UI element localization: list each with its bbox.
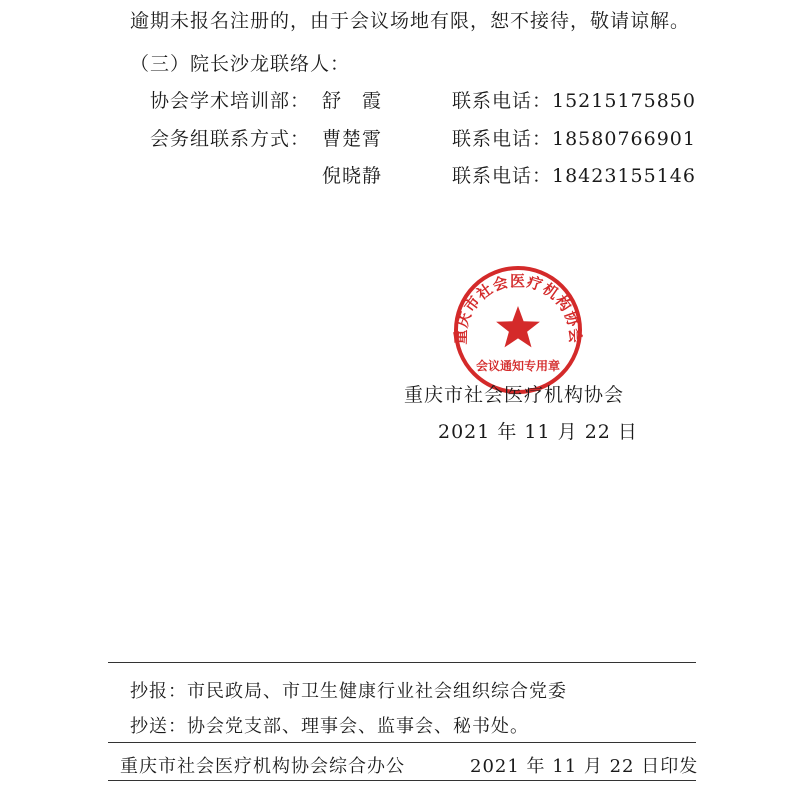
contact-name: 倪晓静 bbox=[322, 165, 383, 187]
section-heading: （三）院长沙龙联络人： bbox=[130, 53, 351, 75]
footer-issuer: 重庆市社会医疗机构协会综合办公 bbox=[120, 756, 405, 777]
seal-star-icon bbox=[496, 306, 540, 347]
signature-organization: 重庆市社会医疗机构协会 bbox=[404, 384, 625, 406]
divider bbox=[108, 780, 696, 781]
contact-phone: 联系电话：18423155146 bbox=[452, 165, 696, 187]
seal-bottom-text: 会议通知专用章 bbox=[475, 359, 561, 373]
contact-phone: 联系电话：15215175850 bbox=[452, 90, 696, 112]
divider bbox=[108, 662, 696, 663]
footer-issued-date: 2021 年 11 月 22 日印发 bbox=[470, 756, 699, 777]
contact-phone: 联系电话：18580766901 bbox=[452, 128, 696, 150]
official-seal bbox=[438, 260, 598, 395]
notice-paragraph: 逾期未报名注册的，由于会议场地有限，恕不接待，敬请谅解。 bbox=[130, 10, 691, 32]
seal-ring-text: 重庆市社会医疗机构协会 bbox=[451, 272, 585, 345]
copy-to: 抄送：协会党支部、理事会、监事会、秘书处。 bbox=[130, 716, 529, 737]
contact-label: 协会学术培训部： bbox=[150, 90, 311, 112]
contact-label: 会务组联系方式： bbox=[150, 128, 311, 150]
contact-name: 舒 霞 bbox=[322, 90, 383, 112]
divider bbox=[108, 742, 696, 743]
contact-name: 曹楚霄 bbox=[322, 128, 383, 150]
signature-date: 2021 年 11 月 22 日 bbox=[438, 421, 638, 443]
report-to: 抄报：市民政局、市卫生健康行业社会组织综合党委 bbox=[130, 681, 567, 702]
